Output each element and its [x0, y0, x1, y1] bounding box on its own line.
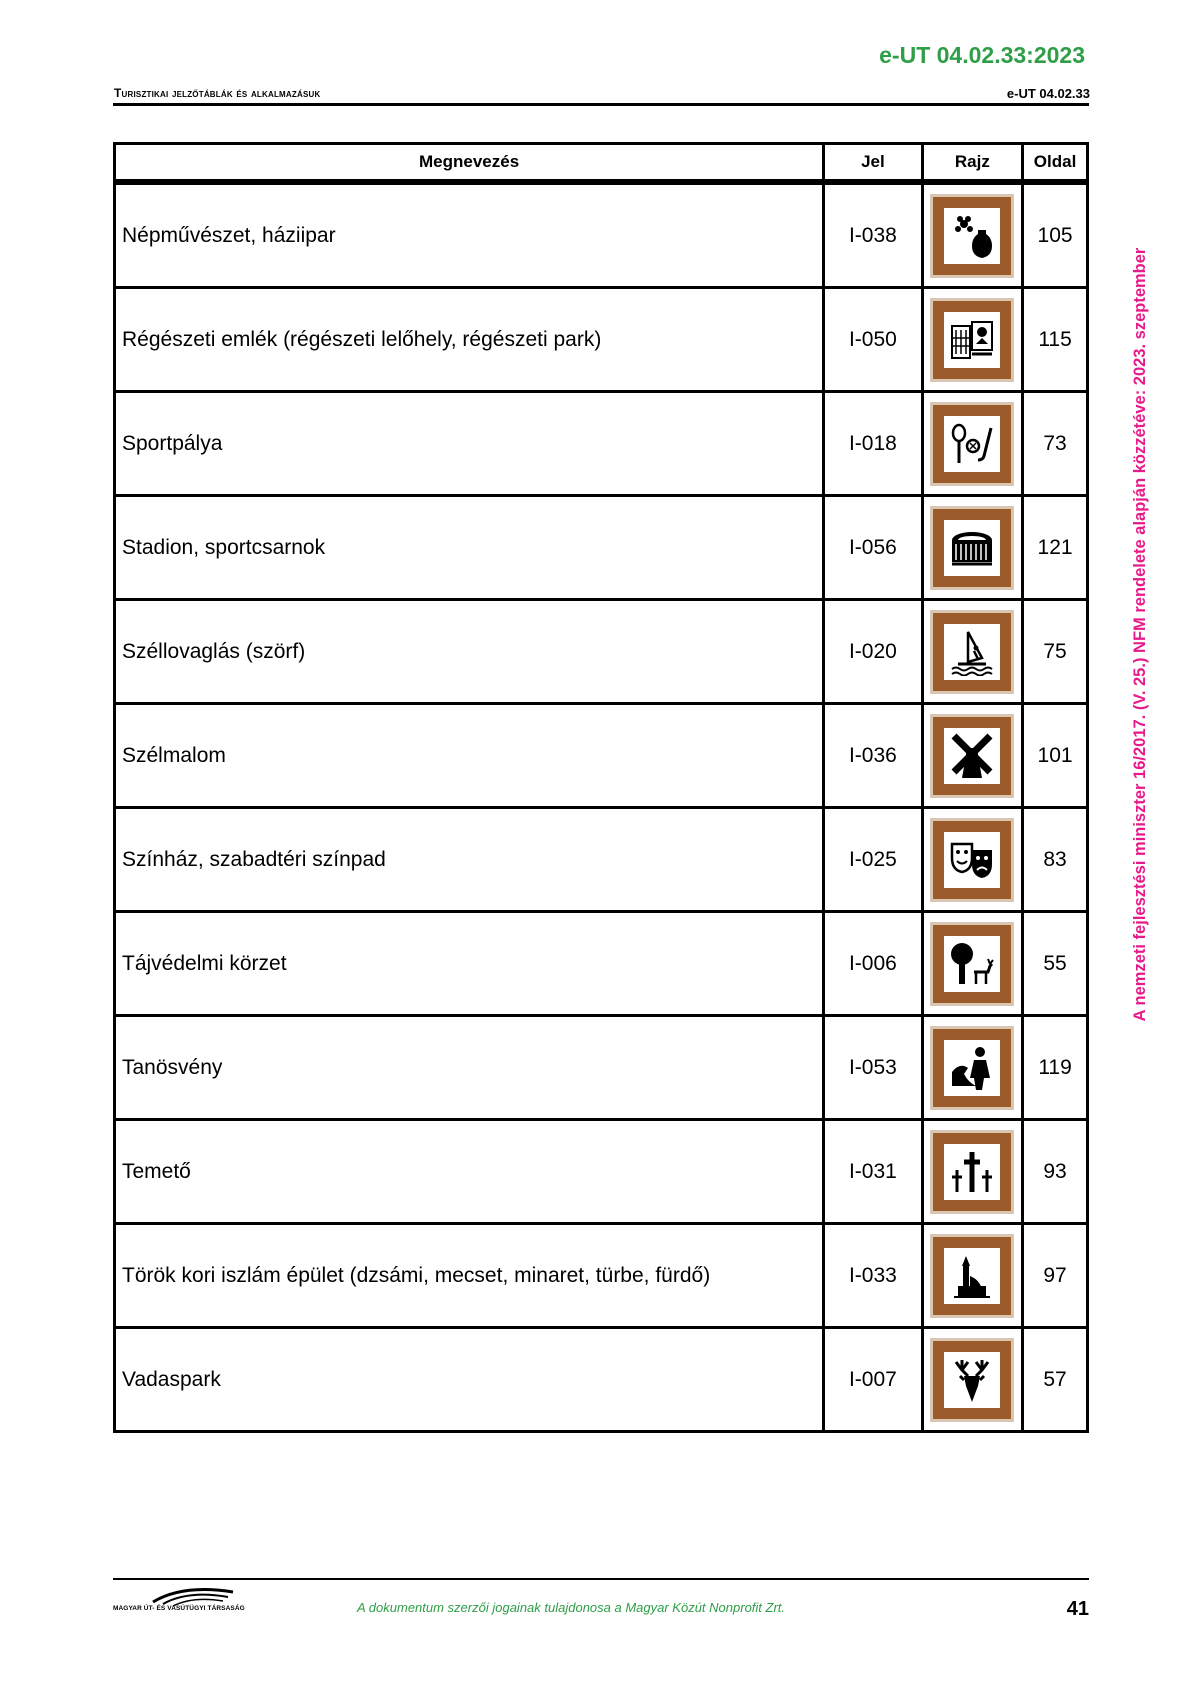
- sign-code: I-007: [824, 1328, 922, 1432]
- table-row: [115, 288, 1088, 392]
- sign-code: I-006: [824, 912, 922, 1016]
- footer-divider: [113, 1578, 1089, 1580]
- signs-table: [113, 142, 1089, 1433]
- sign-plate: [930, 194, 1014, 278]
- sign-name: Sportpálya: [115, 392, 824, 496]
- sign-page: 75: [1023, 600, 1088, 704]
- document-code: e-UT 04.02.33:2023: [879, 42, 1085, 68]
- sign-plate: [930, 1026, 1014, 1110]
- sign-code: I-025: [824, 808, 922, 912]
- sign-page: 115: [1023, 288, 1088, 392]
- table-row: [115, 808, 1088, 912]
- header-divider: [113, 103, 1089, 106]
- sign-name: Széllovaglás (szörf): [115, 600, 824, 704]
- column-header-name: Megnevezés: [115, 144, 824, 183]
- windmill-icon: [948, 732, 996, 780]
- sign-plate: [930, 1338, 1014, 1422]
- sign-code: I-038: [824, 182, 922, 288]
- table-row: [115, 1328, 1088, 1432]
- folk-art-icon: [948, 212, 996, 260]
- column-header-code: Jel: [824, 144, 922, 183]
- sign-plate: [930, 402, 1014, 486]
- sign-code: I-050: [824, 288, 922, 392]
- sign-plate: [930, 1234, 1014, 1318]
- sports-field-icon: [948, 420, 996, 468]
- table-row: [115, 392, 1088, 496]
- sign-code: I-018: [824, 392, 922, 496]
- sign-plate: [930, 818, 1014, 902]
- sign-name: Népművészet, háziipar: [115, 182, 824, 288]
- column-header-drawing: Rajz: [922, 144, 1023, 183]
- archaeology-icon: [948, 316, 996, 364]
- table-row: [115, 1016, 1088, 1120]
- sign-name: Stadion, sportcsarnok: [115, 496, 824, 600]
- association-logo-text: MAGYAR ÚT- ÉS VASÚTÜGYI TÁRSASÁG: [113, 1605, 245, 1612]
- sign-page: 97: [1023, 1224, 1088, 1328]
- cemetery-crosses-icon: [948, 1148, 996, 1196]
- sign-code: I-031: [824, 1120, 922, 1224]
- sign-plate: [930, 610, 1014, 694]
- stadium-icon: [948, 524, 996, 572]
- sign-page: 119: [1023, 1016, 1088, 1120]
- sign-code: I-036: [824, 704, 922, 808]
- sign-page: 73: [1023, 392, 1088, 496]
- sign-page: 55: [1023, 912, 1088, 1016]
- page-number: 41: [1066, 1598, 1089, 1620]
- sign-plate: [930, 298, 1014, 382]
- nature-trail-icon: [948, 1044, 996, 1092]
- sign-page: 105: [1023, 182, 1088, 288]
- sign-page: 121: [1023, 496, 1088, 600]
- header-title: Turisztikai jelzőtáblák és alkalmazásuk: [114, 86, 321, 100]
- theatre-masks-icon: [948, 836, 996, 884]
- sign-page: 93: [1023, 1120, 1088, 1224]
- table-header-row: [115, 144, 1088, 183]
- sign-plate: [930, 714, 1014, 798]
- deer-head-icon: [948, 1356, 996, 1404]
- sign-code: I-053: [824, 1016, 922, 1120]
- sign-name: Régészeti emlék (régészeti lelőhely, régészeti park): [115, 288, 824, 392]
- table-row: [115, 704, 1088, 808]
- copyright-notice: A dokumentum szerzői jogainak tulajdonosa a Magyar Közút Nonprofit Zrt.: [357, 1600, 786, 1615]
- sign-plate: [930, 1130, 1014, 1214]
- sign-plate: [930, 506, 1014, 590]
- tree-deer-icon: [948, 940, 996, 988]
- table-row: [115, 912, 1088, 1016]
- table-row: [115, 1224, 1088, 1328]
- sign-name: Szélmalom: [115, 704, 824, 808]
- sign-page: 83: [1023, 808, 1088, 912]
- sign-name: Tanösvény: [115, 1016, 824, 1120]
- column-header-page: Oldal: [1023, 144, 1088, 183]
- sign-name: Tájvédelmi körzet: [115, 912, 824, 1016]
- table-row: [115, 182, 1088, 288]
- side-publication-note: A nemzeti fejlesztési miniszter 16/2017. (V. 25.) NFM rendelete alapján közzétéve: 2023. szeptember: [1131, 247, 1149, 1022]
- sign-page: 57: [1023, 1328, 1088, 1432]
- association-logo: [113, 1584, 263, 1620]
- table-row: [115, 600, 1088, 704]
- table-row: [115, 496, 1088, 600]
- windsurf-icon: [948, 628, 996, 676]
- sign-name: Vadaspark: [115, 1328, 824, 1432]
- sign-code: I-020: [824, 600, 922, 704]
- sign-code: I-033: [824, 1224, 922, 1328]
- sign-name: Temető: [115, 1120, 824, 1224]
- sign-page: 101: [1023, 704, 1088, 808]
- sign-code: I-056: [824, 496, 922, 600]
- header-code: e-UT 04.02.33: [1006, 86, 1090, 101]
- sign-name: Színház, szabadtéri színpad: [115, 808, 824, 912]
- sign-name: Török kori iszlám épület (dzsámi, mecset, minaret, türbe, fürdő): [115, 1224, 824, 1328]
- minaret-icon: [948, 1252, 996, 1300]
- table-row: [115, 1120, 1088, 1224]
- sign-plate: [930, 922, 1014, 1006]
